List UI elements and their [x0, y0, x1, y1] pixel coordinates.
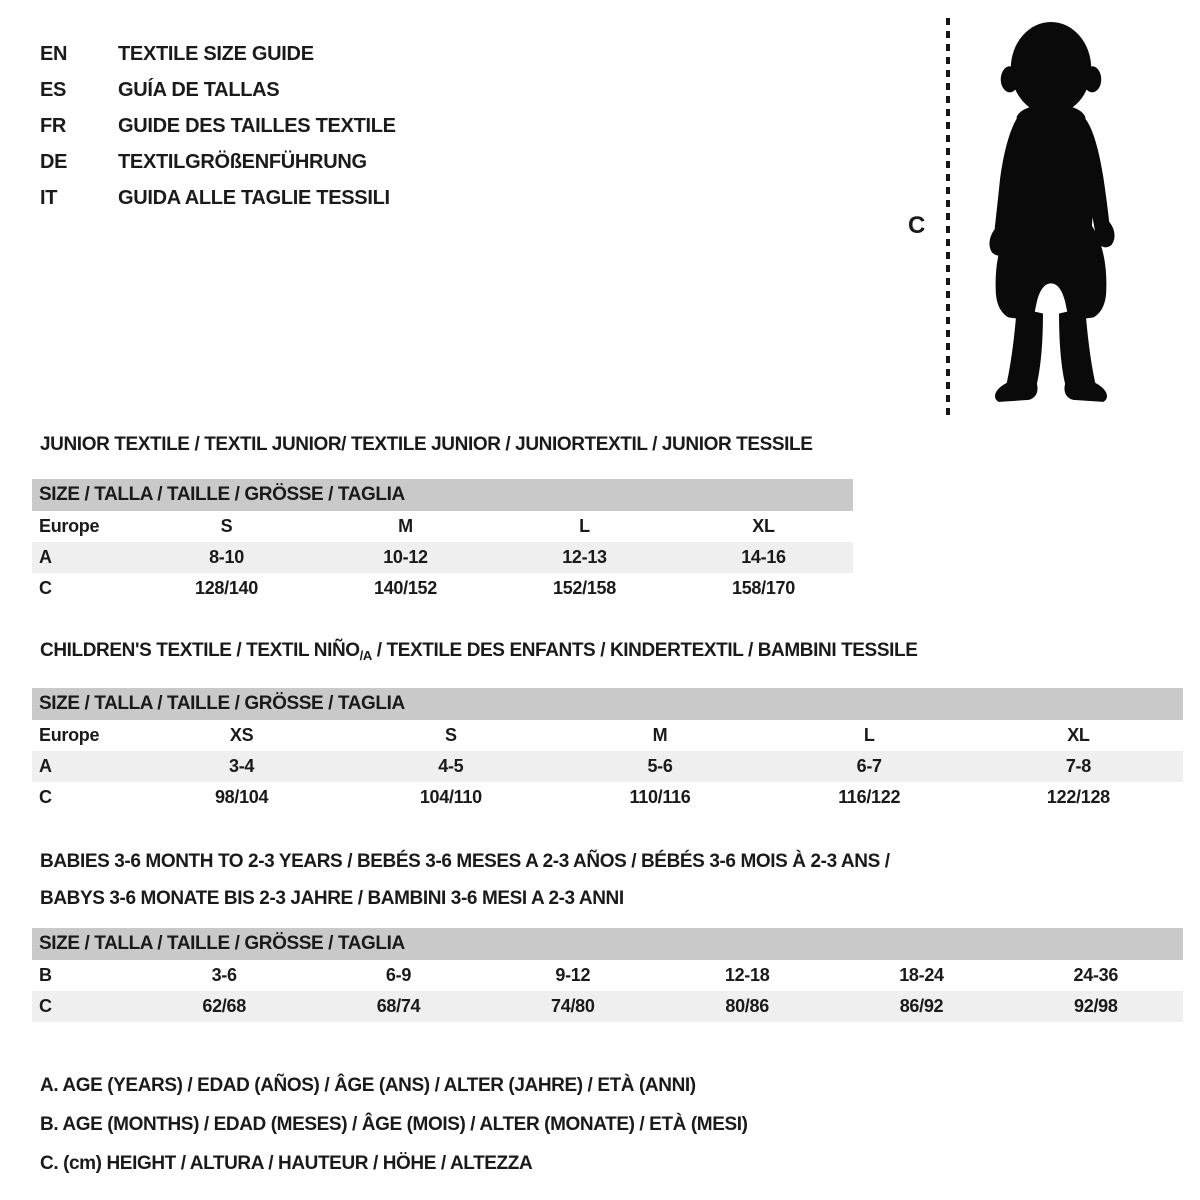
children-title-subscript: /A: [359, 648, 372, 663]
row-label: C: [39, 578, 52, 598]
height-cell: 74/80: [551, 996, 595, 1016]
legend-line-age-years: A. AGE (YEARS) / EDAD (AÑOS) / ÂGE (ANS) / ALTER (JAHRE) / ETÀ (ANNI): [40, 1075, 696, 1096]
children-title-rest: / TEXTILE DES ENFANTS / KINDERTEXTIL / BAMBINI TESSILE: [371, 640, 918, 661]
lang-code: ES: [40, 78, 67, 101]
lang-row-de: [40, 144, 396, 180]
height-cell: 110/116: [629, 787, 691, 807]
language-title-list: [40, 36, 396, 216]
height-cell: 80/86: [725, 996, 769, 1016]
junior-section-title: JUNIOR TEXTILE / TEXTIL JUNIOR/ TEXTILE JUNIOR / JUNIORTEXTIL / JUNIOR TESSILE: [40, 434, 813, 455]
table-row-height: [32, 991, 1183, 1022]
size-cell: M: [652, 725, 668, 745]
age-cell: 12-13: [562, 547, 607, 567]
babies-size-table: [32, 928, 1183, 1022]
table-row-height: [32, 782, 1183, 813]
height-cell: 92/98: [1074, 996, 1118, 1016]
legend-line-height-cm: C. (cm) HEIGHT / ALTURA / HAUTEUR / HÖHE / ALTEZZA: [40, 1153, 533, 1174]
height-cell: 104/110: [419, 787, 482, 807]
size-header-bar: SIZE / TALLA / TAILLE / GRÖSSE / TAGLIA: [32, 479, 853, 511]
row-label: A: [39, 547, 52, 567]
table-row-europe: [32, 720, 1183, 751]
height-measure-dashed-line: [946, 18, 950, 418]
lang-code: DE: [40, 150, 68, 173]
lang-code: EN: [40, 42, 68, 65]
months-cell: 9-12: [555, 965, 591, 985]
height-cell: 116/122: [838, 787, 901, 807]
legend-line-age-months: B. AGE (MONTHS) / EDAD (MESES) / ÂGE (MOIS) / ALTER (MONATE) / ETÀ (MESI): [40, 1114, 748, 1135]
size-header-bar: SIZE / TALLA / TAILLE / GRÖSSE / TAGLIA: [32, 928, 1183, 960]
height-cell: 98/104: [214, 787, 269, 807]
lang-row-es: [40, 72, 396, 108]
junior-size-table: [32, 479, 853, 604]
months-cell: 12-18: [724, 965, 770, 985]
age-cell: 10-12: [383, 547, 428, 567]
babies-title-line2: BABYS 3-6 MONATE BIS 2-3 JAHRE / BAMBINI 3-6 MESI A 2-3 ANNI: [40, 888, 624, 909]
toddler-silhouette-icon: [962, 16, 1140, 416]
height-cell: 140/152: [374, 578, 437, 598]
babies-section-title: [40, 843, 890, 917]
row-label: A: [39, 756, 52, 776]
age-cell: 6-7: [856, 756, 882, 776]
size-cell: S: [444, 725, 457, 745]
age-cell: 8-10: [209, 547, 244, 567]
age-cell: 5-6: [647, 756, 673, 776]
height-cell: 128/140: [195, 578, 258, 598]
size-cell: M: [398, 516, 413, 536]
table-row-age: [32, 751, 1183, 782]
row-label: Europe: [39, 725, 100, 745]
age-cell: 7-8: [1065, 756, 1091, 776]
size-cell: L: [863, 725, 875, 745]
row-label: C: [39, 787, 52, 807]
row-label: B: [39, 965, 52, 985]
months-cell: 3-6: [211, 965, 237, 985]
children-section-title: [40, 640, 917, 663]
lang-row-en: [40, 36, 396, 72]
size-cell: XL: [1067, 725, 1090, 745]
height-measure-label: C: [908, 212, 926, 239]
guide-title-de: TEXTILGRÖßENFÜHRUNG: [118, 150, 367, 173]
lang-row-it: [40, 180, 396, 216]
height-cell: 158/170: [732, 578, 795, 598]
months-cell: 6-9: [385, 965, 412, 985]
babies-title-line1: BABIES 3-6 MONTH TO 2-3 YEARS / BEBÉS 3-6 MESES A 2-3 AÑOS / BÉBÉS 3-6 MOIS À 2-3 ANS /: [40, 851, 890, 872]
months-cell: 24-36: [1073, 965, 1119, 985]
size-cell: XL: [752, 516, 775, 536]
guide-title-fr: GUIDE DES TAILLES TEXTILE: [118, 114, 396, 137]
height-cell: 122/128: [1046, 787, 1110, 807]
guide-title-en: TEXTILE SIZE GUIDE: [118, 42, 314, 65]
table-row-height: [32, 573, 853, 604]
height-cell: 62/68: [202, 996, 246, 1016]
size-header-bar: SIZE / TALLA / TAILLE / GRÖSSE / TAGLIA: [32, 688, 1183, 720]
guide-title-it: GUIDA ALLE TAGLIE TESSILI: [118, 186, 390, 209]
height-cell: 68/74: [376, 996, 421, 1016]
height-cell: 152/158: [553, 578, 616, 598]
lang-code: FR: [40, 114, 67, 137]
lang-row-fr: [40, 108, 396, 144]
months-cell: 18-24: [899, 965, 944, 985]
size-cell: L: [579, 516, 590, 536]
age-cell: 14-16: [741, 547, 786, 567]
lang-code: IT: [40, 186, 58, 209]
children-size-table: [32, 688, 1183, 813]
table-row-months: [32, 960, 1183, 991]
age-cell: 3-4: [229, 756, 255, 776]
row-label: C: [39, 996, 52, 1016]
measurement-legend: [40, 1066, 748, 1183]
table-row-age: [32, 542, 853, 573]
size-cell: S: [220, 516, 233, 536]
table-row-europe: [32, 511, 853, 542]
guide-title-es: GUÍA DE TALLAS: [118, 78, 280, 101]
size-cell: XS: [229, 725, 254, 745]
row-label: Europe: [39, 516, 100, 536]
children-title-main: CHILDREN'S TEXTILE / TEXTIL NIÑO: [40, 640, 360, 661]
height-cell: 86/92: [899, 996, 944, 1016]
age-cell: 4-5: [438, 756, 464, 776]
